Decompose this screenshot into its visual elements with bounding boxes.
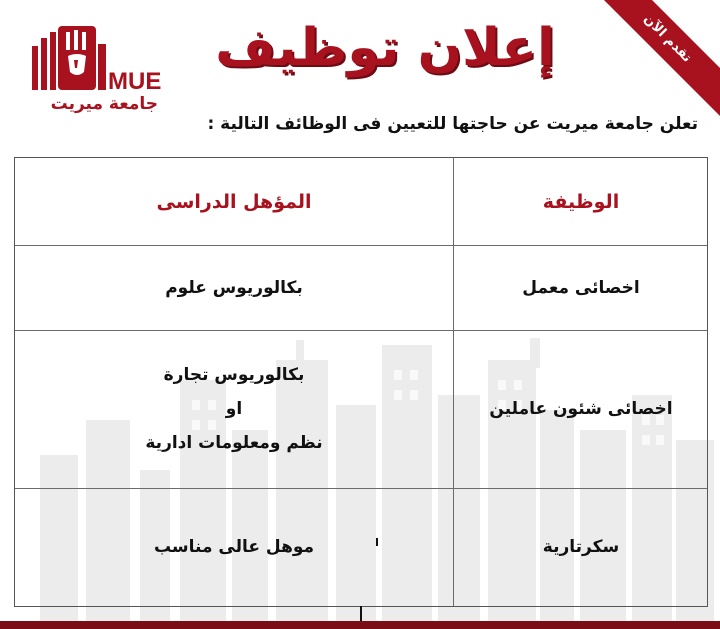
ribbon-label: تقدم الآن (640, 11, 695, 66)
table-row-2-qualification (15, 330, 453, 488)
qualification-line-2: او (225, 399, 243, 419)
table-row-1-job: اخصائى معمل (522, 277, 640, 298)
qualification-line-1: بكالوريوس تجارة (163, 365, 305, 385)
table-row-2-job: اخصائى شئون عاملين (489, 399, 673, 419)
column-divider (453, 158, 454, 606)
intro-text: تعلن جامعة ميريت عن حاجتها للتعيين فى الوظائف التالية : (207, 114, 698, 134)
table-row-3-job: سكرتارية (542, 537, 620, 557)
university-logo (30, 22, 160, 120)
stray-mark (376, 538, 378, 546)
logo-university-name: جامعة ميريت (50, 94, 158, 114)
logo-abbreviation: MUE (108, 68, 162, 95)
table-row-1-qualification: بكالوريوس علوم (165, 277, 303, 298)
header-qualification: المؤهل الدراسى (156, 190, 312, 213)
jobs-table (14, 157, 708, 607)
header-job: الوظيفة (542, 190, 620, 213)
footer-strip (0, 621, 720, 629)
page-title: إعلان توظيف (215, 18, 555, 78)
qualification-line-3: نظم ومعلومات ادارية (145, 433, 323, 453)
pharaoh-logo-icon (30, 22, 110, 92)
table-row-3-qualification: موهل عالى مناسب (153, 537, 315, 557)
